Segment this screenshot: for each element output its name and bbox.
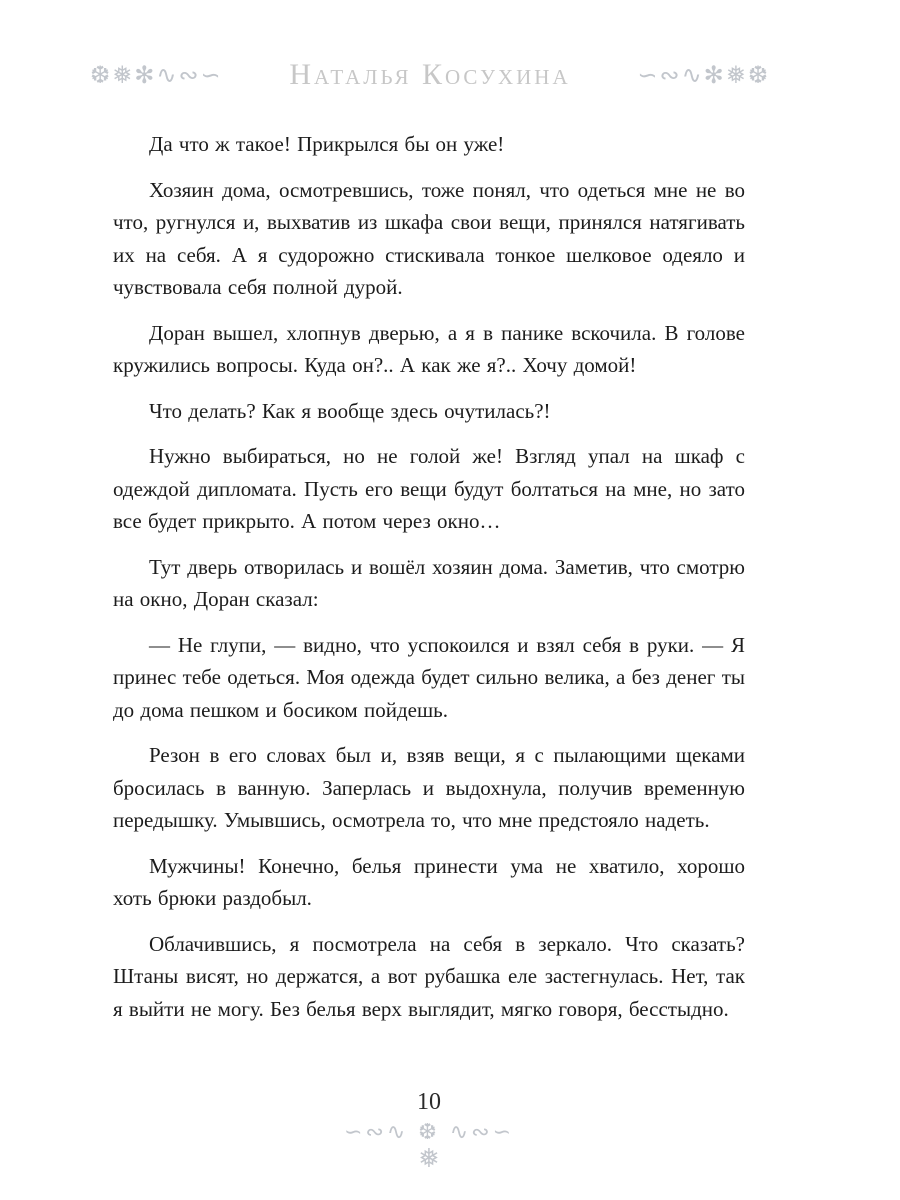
paragraph: Тут дверь отворилась и вошёл хозяин дома. Заметив, что смотрю на окно, Доран сказал: — [113, 554, 745, 611]
paragraph: Что делать? Как я вообще здесь очутилась?! — [149, 398, 551, 423]
snowflake-flourish-left-icon: ❆❅✻∿∾∽ — [90, 61, 223, 89]
paragraph: Нужно выбираться, но не голой же! Взгляд упал на шкаф с одеждой дипломата. Пусть его вещи будут болтаться на мне, но зато все будет прикрыто. А потом через окно… — [113, 444, 745, 533]
paragraph: Резон в его словах был и, взяв вещи, я с пылающими щеками бросилась в ванную. Заперлась и выдохнула, получив временную передышку. Умывшись, осмотрела то, что мне предстояло надеть. — [113, 743, 745, 832]
paragraph: Мужчины! Конечно, белья принести ума не хватило, хорошо хоть брюки раздобыл. — [113, 853, 745, 910]
paragraph: Облачившись, я посмотрела на себя в зеркало. Что сказать? Штаны висят, но держатся, а вот рубашка еле застегнулась. Нет, так я выйти не могу. Без белья верх выглядит, мягко говоря, бесстыдно. — [113, 931, 745, 1021]
page-number: 10 — [417, 1089, 441, 1115]
paragraph: Да что ж такое! Прикрылся бы он уже! — [149, 132, 505, 156]
snowflake-flourish-bottom-icon: ∽∾∿ ❆ ∿∾∽ — [343, 1120, 515, 1145]
paragraph: Доран вышел, хлопнув дверью, а я в панике вскочила. В голове кружились вопросы. Куда он?.. А как же я?.. Хочу домой! — [113, 320, 745, 377]
page-footer — [113, 1089, 745, 1172]
page-content — [113, 128, 745, 1038]
snowflake-bottom-icon: ❅ — [418, 1144, 440, 1174]
author-name: Наталья Косухина — [289, 58, 571, 91]
paragraph: Хозяин дома, осмотревшись, тоже понял, что одеться мне не во что, ругнулся и, выхватив из шкафа свои вещи, принялся натягивать их на себя. А я судорожно стискивала тонкое шелковое одеяло и чувствовала себя полной дурой. — [113, 177, 745, 299]
paragraph: — Не глупи, — видно, что успокоился и взял себя в руки. — Я принес тебе одеться. Моя одежда будет сильно велика, а без денег ты до дома пешком и босиком пойдешь. — [113, 632, 745, 722]
snowflake-flourish-right-icon: ∽∾∿✻❅❆ — [637, 61, 770, 89]
page-header — [90, 58, 770, 92]
